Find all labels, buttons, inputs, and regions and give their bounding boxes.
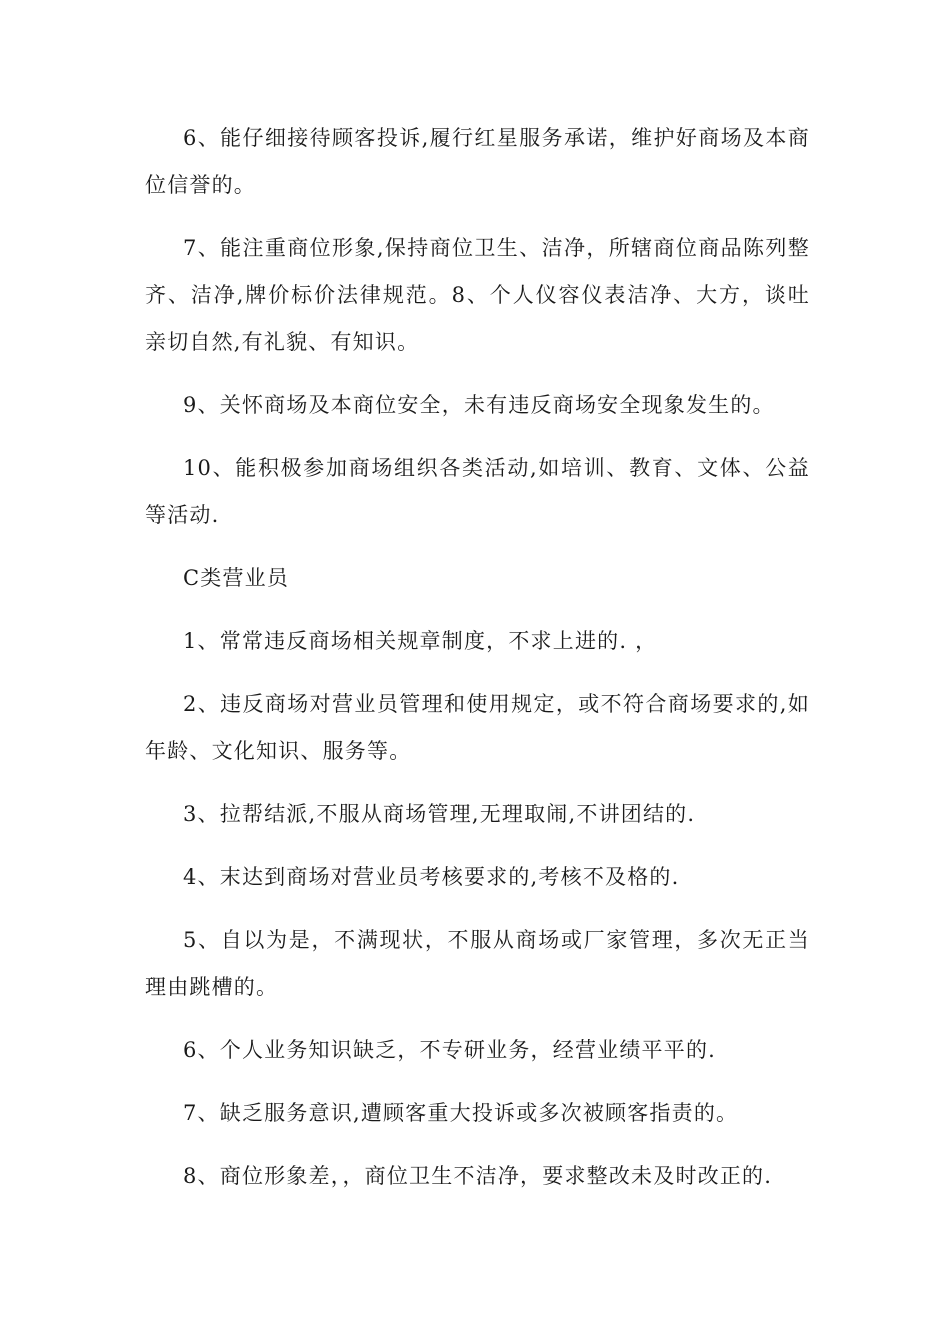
paragraph-a10-activities: 10、能积极参加商场组织各类活动,如培训、教育、文体、公益等活动. bbox=[145, 456, 810, 527]
paragraph-a9-safety: 9、关怀商场及本商位安全，未有违反商场安全现象发生的。 bbox=[183, 393, 775, 417]
section-heading-class-c: C类营业员 bbox=[183, 566, 290, 590]
paragraph-a6-complaints: 6、能仔细接待顾客投诉,履行红星服务承诺，维护好商场及本商位信誉的。 bbox=[145, 126, 810, 197]
paragraph-a7-image-a8-appearance: 7、能注重商位形象,保持商位卫生、洁净，所辖商位商品陈列整齐、洁净,牌价标价法律规范。8、个人仪容仪表洁净、大方，谈吐亲切自然,有礼貌、有知识。 bbox=[145, 236, 810, 354]
paragraph-c3: 3、拉帮结派,不服从商场管理,无理取闹,不讲团结的. bbox=[183, 802, 696, 826]
document-body bbox=[145, 115, 810, 1200]
paragraph-c6: 6、个人业务知识缺乏，不专研业务，经营业绩平平的. bbox=[183, 1038, 717, 1062]
paragraph-c2: 2、违反商场对营业员管理和使用规定，或不符合商场要求的,如年龄、文化知识、服务等。 bbox=[145, 692, 810, 763]
paragraph-c5: 5、自以为是，不满现状，不服从商场或厂家管理，多次无正当理由跳槽的。 bbox=[145, 928, 810, 999]
paragraph-c8: 8、商位形象差，，商位卫生不洁净，要求整改未及时改正的. bbox=[183, 1164, 773, 1188]
paragraph-c1: 1、常常违反商场相关规章制度，不求上进的. ， bbox=[183, 629, 658, 653]
paragraph-c7: 7、缺乏服务意识,遭顾客重大投诉或多次被顾客指责的。 bbox=[183, 1101, 739, 1125]
paragraph-c4: 4、末达到商场对营业员考核要求的,考核不及格的. bbox=[183, 865, 680, 889]
